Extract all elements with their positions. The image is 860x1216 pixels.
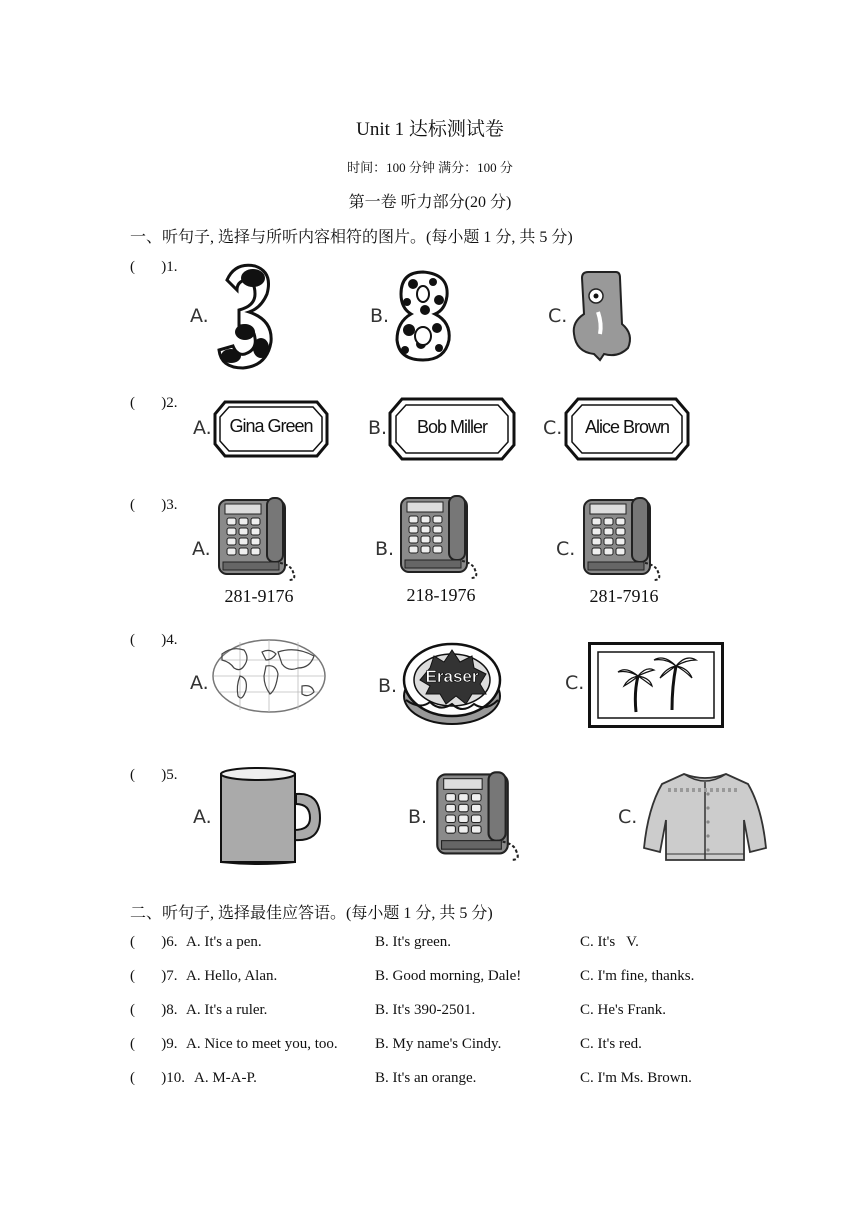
- q2-option-c-letter: C.: [543, 417, 563, 439]
- exam-info: 时间：100 分钟 满分：100 分: [347, 160, 513, 175]
- question-1-number: ( )1.: [130, 259, 178, 275]
- q4-option-c-letter: C.: [565, 672, 585, 694]
- q9-option-b: B. My name's Cindy.: [375, 1036, 502, 1052]
- question-3-number: ( )3.: [130, 497, 178, 513]
- question-10-number: ( )10.: [130, 1070, 189, 1086]
- phone-number-a: 281-9176: [224, 586, 294, 606]
- question-7-number: ( )7.: [130, 968, 182, 984]
- q10-option-b: B. It's an orange.: [375, 1070, 477, 1086]
- q6-option-c: C. It's V.: [580, 934, 639, 950]
- q2-option-b-letter: B.: [368, 417, 388, 439]
- palm-tree-picture-icon: [588, 642, 724, 728]
- question-4-number: ( )4.: [130, 632, 178, 648]
- q7-option-b: B. Good morning, Dale!: [375, 968, 522, 984]
- jacket-icon: [640, 768, 770, 864]
- q3-option-c-letter: C.: [556, 538, 576, 560]
- question-2-number: ( )2.: [130, 395, 178, 411]
- q5-option-c-letter: C.: [618, 806, 638, 828]
- question-8-number: ( )8.: [130, 1002, 182, 1018]
- q8-option-b: B. It's 390-2501.: [375, 1002, 476, 1018]
- q3-option-b-letter: B.: [375, 538, 395, 560]
- page-title: Unit 1 达标测试卷: [356, 119, 504, 140]
- q2-option-a-letter: A.: [193, 417, 212, 439]
- q7-option-c: C. I'm fine, thanks.: [580, 968, 695, 984]
- q9-option-c: C. It's red.: [580, 1036, 642, 1052]
- name-tag-a-text: Gina Green: [229, 416, 313, 436]
- name-tag-b-text: Bob Miller: [416, 417, 488, 437]
- q4-option-b-letter: B.: [378, 675, 398, 697]
- q1-option-b-letter: B.: [370, 305, 390, 327]
- q9-option-a: A. Nice to meet you, too.: [186, 1036, 338, 1052]
- q8-option-a: A. It's a ruler.: [186, 1002, 268, 1018]
- q3-option-a-letter: A.: [192, 538, 211, 560]
- question-6-number: ( )6.: [130, 934, 182, 950]
- telephone-icon: [397, 492, 485, 580]
- name-tag-c-text: Alice Brown: [584, 417, 670, 437]
- number-3-icon: [215, 260, 280, 372]
- q6-option-a: A. It's a pen.: [186, 934, 262, 950]
- telephone-icon: [215, 494, 303, 582]
- q1-option-a-letter: A.: [190, 305, 209, 327]
- telephone-icon: [432, 768, 528, 862]
- q1-option-c-letter: C.: [548, 305, 568, 327]
- q7-option-a: A. Hello, Alan.: [186, 968, 278, 984]
- eraser-label: Eraser: [425, 667, 479, 686]
- q4-option-a-letter: A.: [190, 672, 209, 694]
- part-heading: 第一卷 听力部分(20 分): [348, 194, 512, 211]
- question-5-number: ( )5.: [130, 767, 178, 783]
- q5-option-b-letter: B.: [408, 806, 428, 828]
- letter-q-face-icon: [570, 268, 636, 362]
- phone-number-c: 281-7916: [589, 586, 659, 606]
- question-9-number: ( )9.: [130, 1036, 182, 1052]
- number-8-spotted-icon: [393, 270, 453, 362]
- q6-option-b: B. It's green.: [375, 934, 452, 950]
- q10-option-a: A. M-A-P.: [194, 1070, 257, 1086]
- section1-heading: 一、听句子, 选择与所听内容相符的图片。(每小题 1 分, 共 5 分): [130, 229, 573, 246]
- q10-option-c: C. I'm Ms. Brown.: [580, 1070, 692, 1086]
- telephone-icon: [580, 494, 668, 582]
- q8-option-c: C. He's Frank.: [580, 1002, 667, 1018]
- section2-heading: 二、听句子, 选择最佳应答语。(每小题 1 分, 共 5 分): [130, 905, 493, 922]
- world-map-icon: [210, 638, 328, 714]
- mug-icon: [218, 766, 324, 864]
- phone-number-b: 218-1976: [406, 585, 476, 605]
- q5-option-a-letter: A.: [193, 806, 212, 828]
